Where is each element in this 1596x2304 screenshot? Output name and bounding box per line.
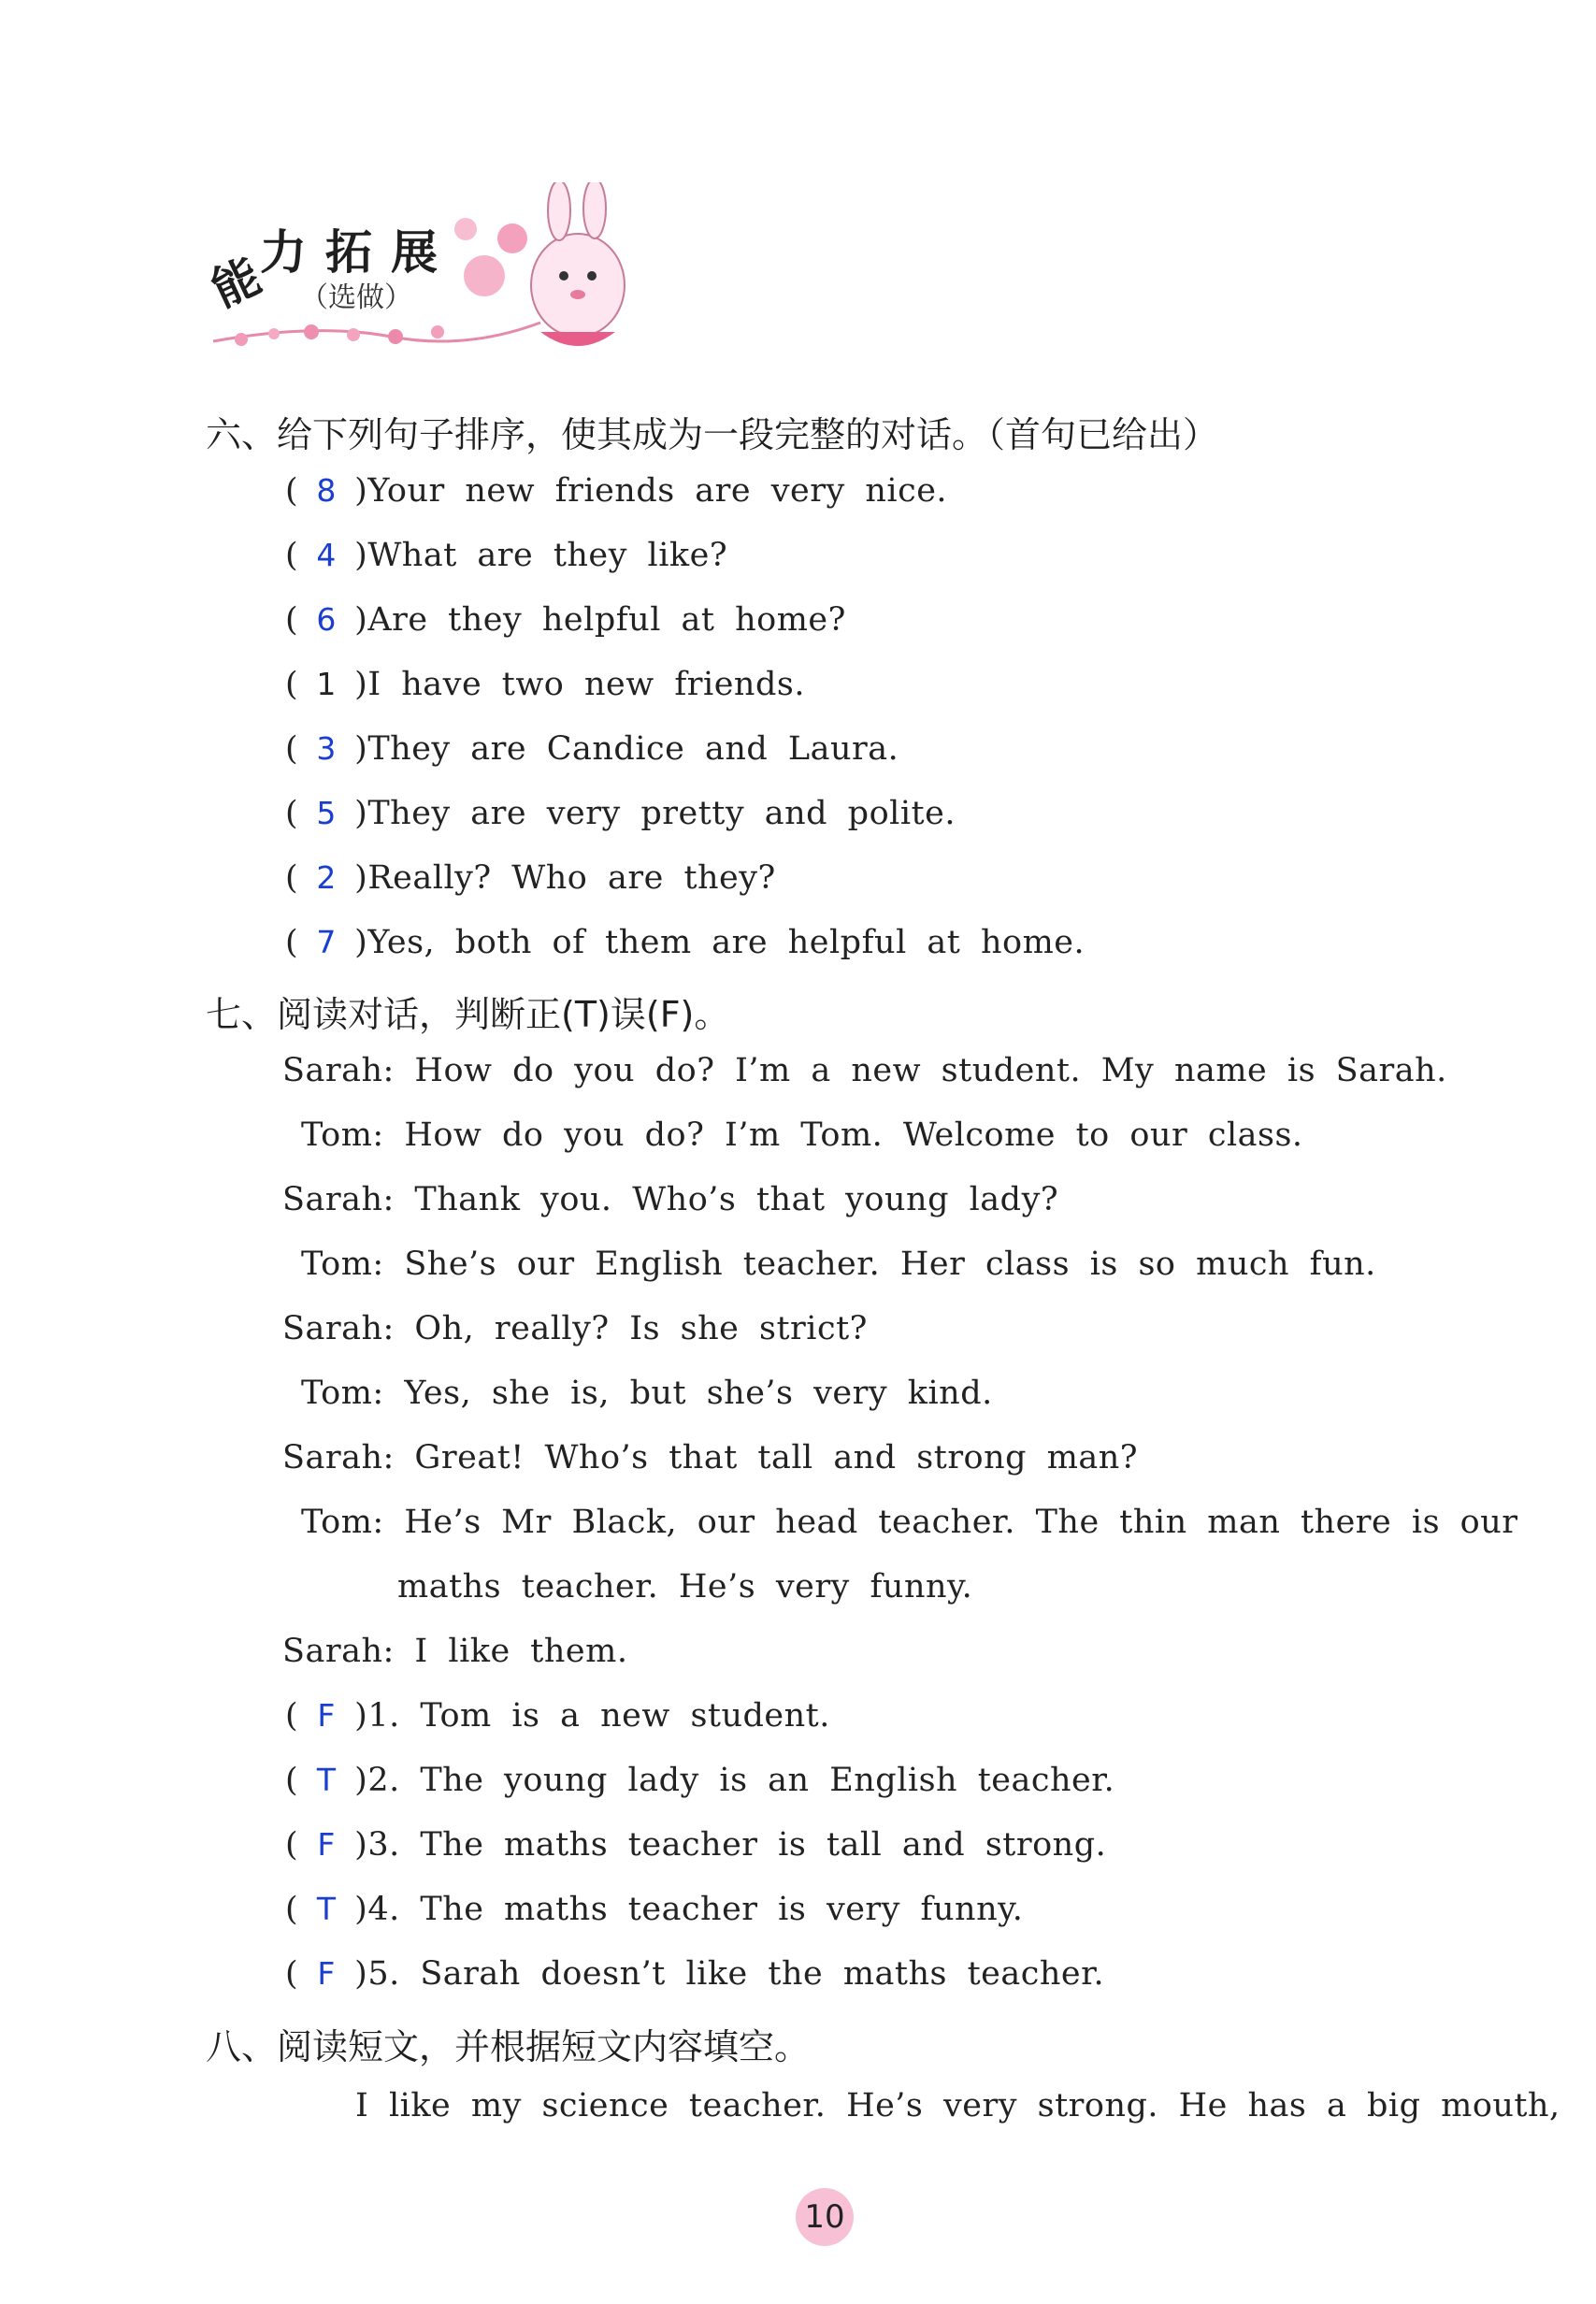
speaker-label: Sarah: [282, 1052, 395, 1089]
header-subtitle: （选做） [300, 281, 412, 314]
sentence-text: Are they helpful at home? [367, 601, 846, 639]
answer-blank[interactable]: 7 [316, 924, 337, 960]
list-item: ( 7 )Yes, both of them are helpful at home. [285, 924, 1086, 961]
answer-blank[interactable]: 5 [316, 795, 337, 831]
sentence-text: Really? Who are they? [367, 859, 776, 897]
dialogue-text: I like them. [414, 1633, 628, 1670]
answer-blank[interactable]: 1 [316, 666, 337, 702]
sentence-text: Your new friends are very nice. [367, 472, 948, 510]
answer-blank[interactable]: F [317, 1955, 336, 1992]
list-item: ( 8 )Your new friends are very nice. [285, 472, 948, 510]
dialogue-text: Yes, she is, but she’s very kind. [404, 1375, 993, 1412]
answer-blank[interactable]: 4 [316, 537, 337, 573]
dialogue-text: Great! Who’s that tall and strong man? [414, 1439, 1139, 1476]
question-text: 4. The maths teacher is very funny. [367, 1891, 1024, 1928]
section6-title: 六、给下列句子排序，使其成为一段完整的对话。（首句已给出） [206, 414, 1219, 455]
speaker-label: Sarah: [282, 1633, 395, 1670]
dialogue-text: How do you do? I’m a new student. My name is Sarah. [414, 1052, 1447, 1089]
list-item: ( F )5. Sarah doesn’t like the maths teacher. [285, 1955, 1105, 1993]
section-header-banner [204, 182, 643, 365]
sentence-text: They are very pretty and polite. [367, 795, 956, 832]
speaker-label: Tom: [301, 1246, 384, 1283]
speaker-label: Tom: [301, 1504, 384, 1541]
dialogue-line [301, 1246, 1376, 1283]
header-char-4: 展 [391, 225, 438, 280]
dialogue-line [282, 1310, 868, 1347]
dialogue-text: She’s our English teacher. Her class is so much fun. [404, 1246, 1376, 1283]
dialogue-line [301, 1504, 1518, 1541]
dialogue-line [282, 1439, 1138, 1476]
sentence-text: They are Candice and Laura. [367, 730, 899, 768]
dialogue-text: How do you do? I’m Tom. Welcome to our class. [404, 1116, 1303, 1154]
dialogue-text: maths teacher. He’s very funny. [397, 1568, 973, 1606]
dialogue-text: Oh, really? Is she strict? [414, 1310, 868, 1347]
speaker-label: Sarah: [282, 1439, 395, 1476]
speaker-label: Sarah: [282, 1310, 395, 1347]
page-number-badge: 10 [796, 2188, 854, 2246]
list-item: ( 4 )What are they like? [285, 537, 728, 574]
answer-blank[interactable]: T [316, 1762, 337, 1798]
answer-blank[interactable]: 6 [316, 601, 337, 638]
answer-blank[interactable]: F [317, 1697, 336, 1734]
dialogue-line [301, 1116, 1303, 1154]
sentence-text: What are they like? [367, 537, 728, 574]
dialogue-line [282, 1181, 1058, 1218]
speaker-label: Sarah: [282, 1181, 395, 1218]
list-item: ( T )4. The maths teacher is very funny. [285, 1891, 1024, 1928]
list-item: ( 6 )Are they helpful at home? [285, 601, 846, 639]
sentence-text: I have two new friends. [367, 666, 805, 703]
list-item: ( T )2. The young lady is an English teacher. [285, 1762, 1115, 1799]
question-text: 1. Tom is a new student. [367, 1697, 830, 1735]
list-item: ( F )3. The maths teacher is tall and strong. [285, 1826, 1107, 1864]
dialogue-line [282, 1633, 627, 1670]
list-item: ( F )1. Tom is a new student. [285, 1697, 830, 1735]
dialogue-line [301, 1375, 993, 1412]
dialogue-line [397, 1568, 972, 1606]
list-item: ( 3 )They are Candice and Laura. [285, 730, 899, 768]
section7-title: 七、阅读对话，判断正(T)误(F)。 [206, 994, 730, 1035]
answer-blank[interactable]: 8 [316, 472, 337, 509]
header-char-2: 力 [260, 225, 307, 280]
sentence-text: Yes, both of them are helpful at home. [367, 924, 1086, 961]
paragraph-text: I like my science teacher. He’s very strong. He has a big mouth, [355, 2087, 1560, 2124]
dialogue-text: Thank you. Who’s that young lady? [414, 1181, 1059, 1218]
header-char-3: 拓 [325, 225, 372, 280]
question-text: 5. Sarah doesn’t like the maths teacher. [367, 1955, 1105, 1993]
section8-title: 八、阅读短文，并根据短文内容填空。 [206, 2026, 811, 2067]
answer-blank[interactable]: 3 [316, 730, 337, 767]
dialogue-line [282, 1052, 1447, 1089]
dialogue-text: He’s Mr Black, our head teacher. The thin man there is our [404, 1504, 1518, 1541]
speaker-label: Tom: [301, 1375, 384, 1412]
list-item: ( 1 )I have two new friends. [285, 666, 805, 703]
answer-blank[interactable]: 2 [316, 859, 337, 896]
answer-blank[interactable]: T [316, 1891, 337, 1927]
question-text: 2. The young lady is an English teacher. [367, 1762, 1115, 1799]
answer-blank[interactable]: F [317, 1826, 336, 1863]
list-item: ( 5 )They are very pretty and polite. [285, 795, 956, 832]
question-text: 3. The maths teacher is tall and strong. [367, 1826, 1107, 1864]
header-char-1: 能 [203, 248, 269, 318]
speaker-label: Tom: [301, 1116, 384, 1154]
list-item: ( 2 )Really? Who are they? [285, 859, 776, 897]
